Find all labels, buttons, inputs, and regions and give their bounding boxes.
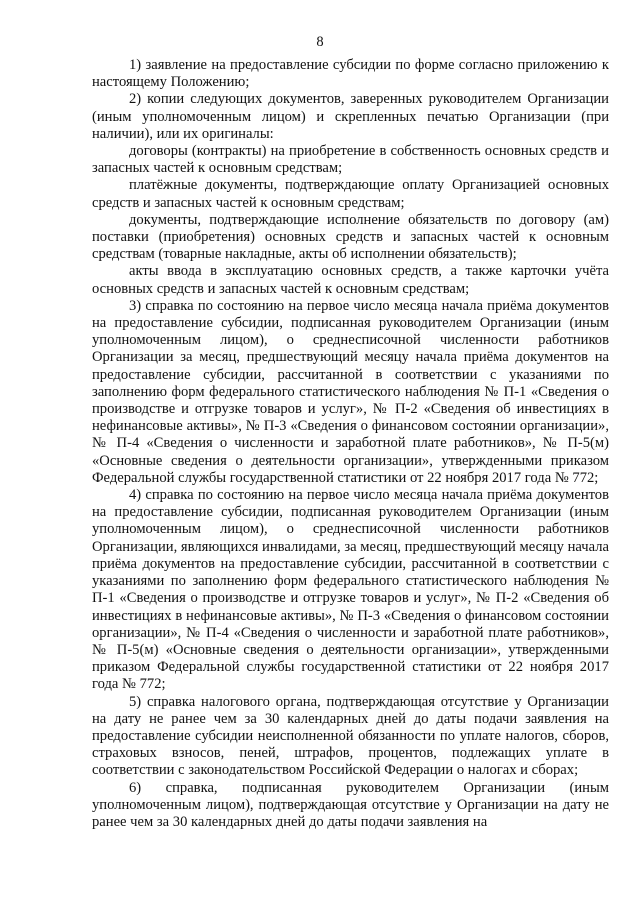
document-body	[92, 57, 609, 831]
paragraph-item-4: 4) справка по состоянию на первое число месяца начала приёма документов на предоставление субсидии, подписанная руководителем Организации (иным уполномоченным лицом), о среднесписочной численности работников Организации, являющихся инвалидами, за месяц, предшествующий месяцу начала приёма документов на предоставление субсидии, рассчитанной в соответствии с указаниями по заполнению форм федерального статистического наблюдения № П-1 «Сведения о производстве и отгрузке товаров и услуг», № П-2 «Сведения об инвестициях в нефинансовые активы», № П-3 «Сведения о финансовом состоянии организации», № П-4 «Сведения о численности и заработной плате работников», № П-5(м) «Основные сведения о деятельности организации», утвержденными приказом Федеральной службы государственной статистики от 22 ноября 2017 года № 772;	[92, 487, 609, 693]
paragraph-item-3: 3) справка по состоянию на первое число месяца начала приёма документов на предоставление субсидии, подписанная руководителем Организации (иным уполномоченным лицом), о среднесписочной численности работников Организации за месяц, предшествующий месяцу начала приёма документов на предоставление субсидии, рассчитанной в соответствии с указаниями по заполнению форм федерального статистического наблюдения № П-1 «Сведения о производстве и отгрузке товаров и услуг», № П-2 «Сведения об инвестициях в нефинансовые активы», № П-3 «Сведения о финансовом состоянии организации», № П-4 «Сведения о численности и заработной плате работников», № П-5(м) «Основные сведения о деятельности организации», утвержденными приказом Федеральной службы государственной статистики от 22 ноября 2017 года № 772;	[92, 297, 609, 486]
paragraph-item-6: 6) справка, подписанная руководителем Организации (иным уполномоченным лицом), подтверждающая отсутствие у Организации на дату не ранее чем за 30 календарных дней до даты подачи заявления на	[92, 779, 609, 830]
paragraph-contracts: договоры (контракты) на приобретение в собственность основных средств и запасных частей к основным средствам;	[92, 143, 609, 177]
paragraph-item-1: 1) заявление на предоставление субсидии по форме согласно приложению к настоящему Положению;	[92, 57, 609, 91]
paragraph-fulfillment-documents: документы, подтверждающие исполнение обязательств по договору (ам) поставки (приобретения) основных средств и запасных частей к основным средствам (товарные накладные, акты об исполнении обязательств);	[92, 211, 609, 263]
paragraph-payment-documents: платёжные документы, подтверждающие оплату Организацией основных средств и запасных частей к основным средствам;	[92, 177, 609, 211]
paragraph-item-5: 5) справка налогового органа, подтверждающая отсутствие у Организации на дату не ранее чем за 30 календарных дней до даты подачи заявления на предоставление субсидии неисполненной обязанности по уплате налогов, сборов, страховых взносов, пеней, штрафов, процентов, подлежащих уплате в соответствии с законодательством Российской Федерации о налогах и сборах;	[92, 693, 609, 779]
paragraph-commissioning-acts: акты ввода в эксплуатацию основных средств, а также карточки учёта основных средств и запасных частей к основным средствам;	[92, 263, 609, 297]
paragraph-item-2: 2) копии следующих документов, заверенных руководителем Организации (иным уполномоченным лицом) и скрепленных печатью Организации (при наличии), или их оригиналы:	[92, 91, 609, 142]
page-number: 8	[316, 34, 324, 50]
